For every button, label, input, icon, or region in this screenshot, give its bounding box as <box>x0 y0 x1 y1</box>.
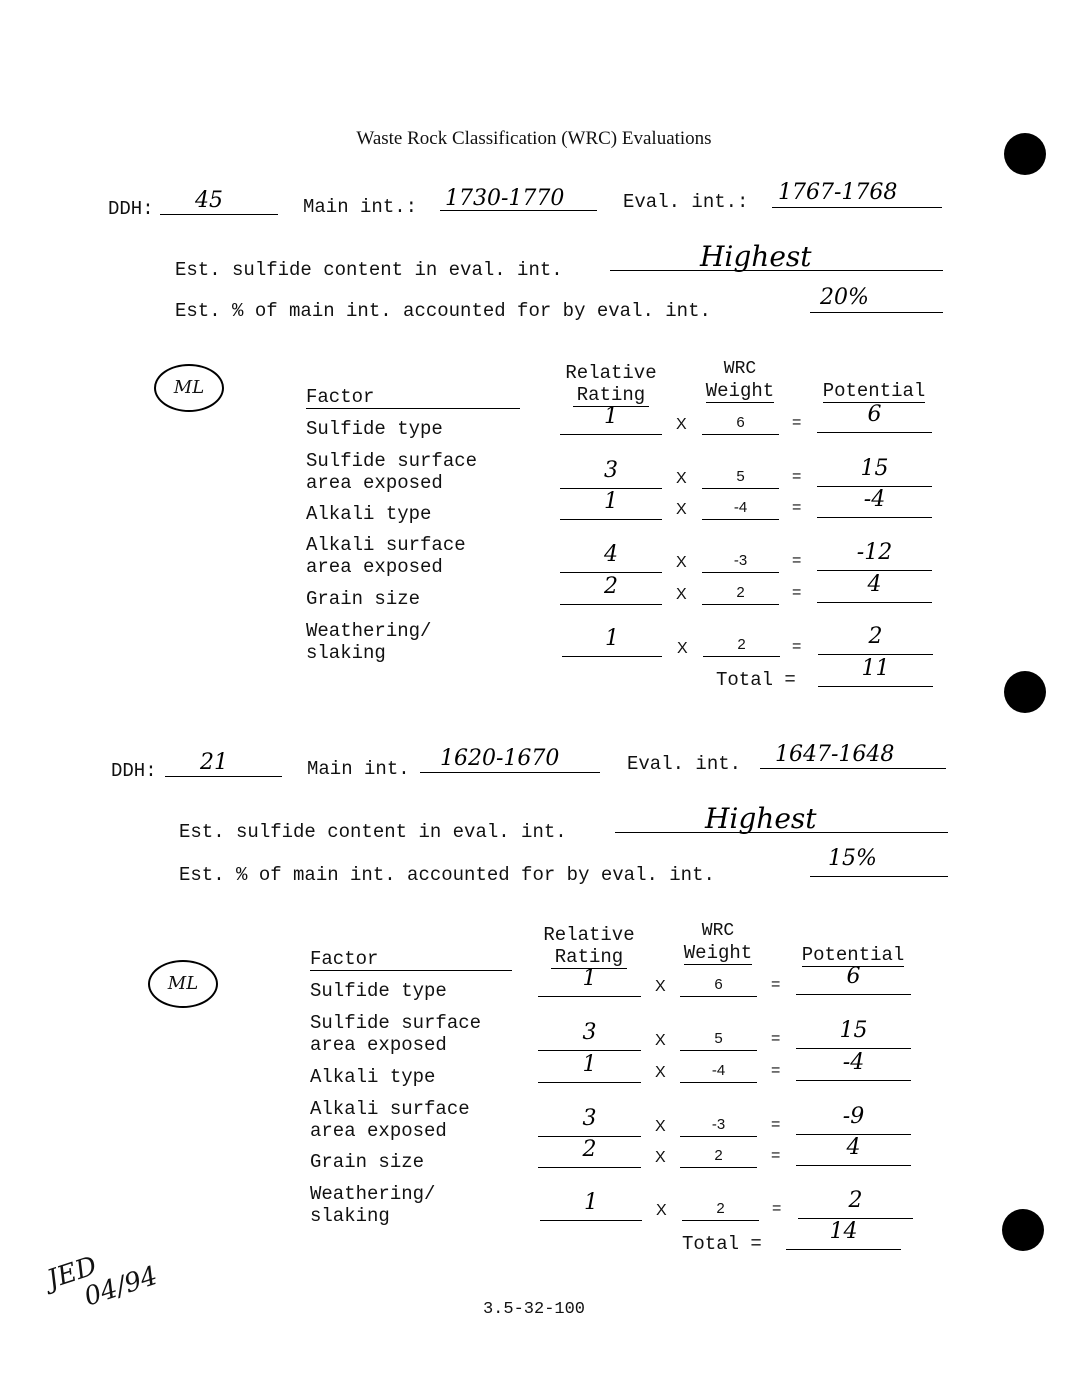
times-sign: X <box>676 416 687 433</box>
potential-value: -4 <box>796 1054 911 1081</box>
weight-header: Weight <box>705 380 775 402</box>
weight-value: -4 <box>680 1056 757 1083</box>
rating-header: Rating <box>551 946 627 969</box>
potential-header: Potential <box>801 944 905 966</box>
factor-label: Sulfide surface area exposed <box>306 450 478 494</box>
reviewer-initials-circle: ML <box>148 960 218 1008</box>
sulfide-content-label: Est. sulfide content in eval. int. <box>179 821 567 843</box>
weight-value: 2 <box>702 578 779 605</box>
equals-sign: = <box>771 1147 781 1164</box>
times-sign: X <box>676 586 687 603</box>
equals-sign: = <box>792 414 802 431</box>
weight-value: 6 <box>702 408 779 435</box>
rating-value: 1 <box>538 1056 641 1083</box>
equals-sign: = <box>792 499 802 516</box>
potential-value: 15 <box>817 460 932 487</box>
equals-sign: = <box>771 1116 781 1133</box>
weight-value: 5 <box>680 1024 757 1051</box>
main-pct-label: Est. % of main int. accounted for by eval. int. <box>179 864 715 886</box>
weight-value: -4 <box>702 493 779 520</box>
total-label: Total = <box>716 669 796 691</box>
eval-int-value: 1647-1648 <box>775 742 895 767</box>
factor-header: Factor <box>310 948 512 971</box>
rating-value: 1 <box>538 970 641 997</box>
main-pct-value: 15% <box>828 846 877 871</box>
weight-header-top: WRC <box>701 921 735 941</box>
weight-value: 6 <box>680 970 757 997</box>
factor-label: Alkali type <box>310 1066 436 1088</box>
factor-label: Weathering/ slaking <box>306 620 432 664</box>
times-sign: X <box>676 501 687 518</box>
punch-hole <box>1004 671 1046 713</box>
rating-header-top: Relative <box>543 924 635 946</box>
weight-value: 2 <box>680 1141 757 1168</box>
potential-value: -12 <box>817 544 932 571</box>
potential-value: -9 <box>796 1108 911 1135</box>
weight-value: 2 <box>703 630 780 657</box>
factor-label: Sulfide surface area exposed <box>310 1012 482 1056</box>
ddh-label: DDH: <box>108 198 154 220</box>
rating-value: 2 <box>538 1141 641 1168</box>
times-sign: X <box>676 554 687 571</box>
times-sign: X <box>656 1202 667 1219</box>
main-pct-value: 20% <box>820 285 869 310</box>
weight-header-top: WRC <box>723 359 757 379</box>
punch-hole <box>1002 1209 1044 1251</box>
factor-label: Alkali surface area exposed <box>306 534 466 578</box>
ddh-value: 45 <box>195 188 223 213</box>
potential-value: 6 <box>796 968 911 995</box>
potential-header: Potential <box>822 380 926 402</box>
main-int-value: 1620-1670 <box>440 746 560 771</box>
factor-label: Alkali surface area exposed <box>310 1098 470 1142</box>
total-value: 14 <box>786 1223 901 1250</box>
page-title: Waste Rock Classification (WRC) Evaluations <box>356 128 712 149</box>
equals-sign: = <box>792 552 802 569</box>
eval-int-value: 1767-1768 <box>778 180 898 205</box>
factor-label: Grain size <box>310 1151 425 1173</box>
main-int-value: 1730-1770 <box>445 186 565 211</box>
sulfide-content-label: Est. sulfide content in eval. int. <box>175 259 563 281</box>
reviewer-initials-circle: ML <box>154 364 224 412</box>
potential-value: -4 <box>817 491 932 518</box>
rating-value: 1 <box>540 1194 642 1221</box>
weight-value: 2 <box>682 1194 759 1221</box>
equals-sign: = <box>771 1030 781 1047</box>
main-pct-label: Est. % of main int. accounted for by eval. int. <box>175 300 711 322</box>
rating-header-top: Relative <box>565 362 657 384</box>
rating-value: 3 <box>538 1024 641 1051</box>
main-int-label: Main int.: <box>303 196 418 218</box>
document-number: 3.5-32-100 <box>482 1300 586 1319</box>
total-value: 11 <box>818 660 933 687</box>
factor-label: Sulfide type <box>306 418 443 440</box>
ddh-value: 21 <box>200 750 228 775</box>
rating-value: 1 <box>560 493 662 520</box>
rating-value: 3 <box>538 1110 641 1137</box>
times-sign: X <box>655 1118 666 1135</box>
rating-value: 1 <box>560 408 662 435</box>
equals-sign: = <box>792 468 802 485</box>
equals-sign: = <box>772 1200 782 1217</box>
sulfide-content-value: Highest <box>700 240 812 273</box>
potential-value: 4 <box>796 1139 911 1166</box>
weight-value: -3 <box>680 1110 757 1137</box>
times-sign: X <box>655 1149 666 1166</box>
ddh-label: DDH: <box>111 760 157 782</box>
potential-value: 2 <box>818 628 933 655</box>
equals-sign: = <box>792 584 802 601</box>
rating-value: 4 <box>560 546 662 573</box>
rating-value: 1 <box>562 630 662 657</box>
weight-header: Weight <box>683 942 753 964</box>
factor-label: Sulfide type <box>310 980 447 1002</box>
times-sign: X <box>676 470 687 487</box>
factor-label: Grain size <box>306 588 421 610</box>
weight-value: 5 <box>702 462 779 489</box>
equals-sign: = <box>771 1062 781 1079</box>
factor-header: Factor <box>306 386 520 409</box>
rating-value: 2 <box>560 578 662 605</box>
equals-sign: = <box>792 638 802 655</box>
eval-int-label: Eval. int. <box>627 753 742 775</box>
times-sign: X <box>655 978 666 995</box>
times-sign: X <box>655 1032 666 1049</box>
equals-sign: = <box>771 976 781 993</box>
factor-label: Alkali type <box>306 503 432 525</box>
eval-int-label: Eval. int.: <box>623 191 749 213</box>
times-sign: X <box>655 1064 666 1081</box>
potential-value: 2 <box>798 1192 913 1219</box>
rating-value: 3 <box>560 462 662 489</box>
sulfide-content-value: Highest <box>705 802 817 835</box>
weight-value: -3 <box>702 546 779 573</box>
handwritten-initials: JED 04/94 <box>43 1251 162 1313</box>
potential-value: 6 <box>817 406 932 433</box>
potential-value: 4 <box>817 576 932 603</box>
potential-value: 15 <box>796 1022 911 1049</box>
main-int-label: Main int. <box>307 758 410 780</box>
total-label: Total = <box>682 1233 762 1255</box>
times-sign: X <box>677 640 688 657</box>
rating-header: Rating <box>573 384 649 407</box>
factor-label: Weathering/ slaking <box>310 1183 436 1227</box>
